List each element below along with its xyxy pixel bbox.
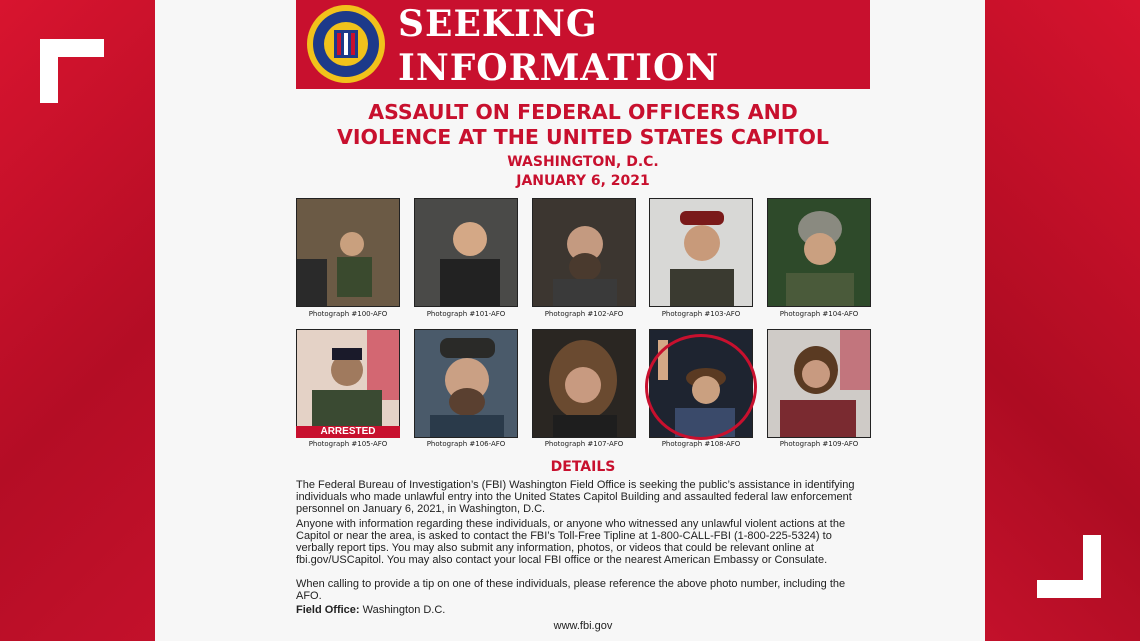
arrested-label: ARRESTED <box>296 426 400 438</box>
photo-caption: Photograph #101-AFO <box>426 310 506 318</box>
date: JANUARY 6, 2021 <box>516 173 650 189</box>
suspect-photo-106 <box>414 329 518 438</box>
background-right-panel <box>985 0 1140 641</box>
header-line-2: INFORMATION <box>398 47 720 89</box>
background-left-panel <box>0 0 155 641</box>
photo-caption: Photograph #106-AFO <box>426 440 506 448</box>
details-heading: DETAILS <box>550 459 616 475</box>
highlight-circle <box>645 334 757 440</box>
details-paragraph-3: When calling to provide a tip on one of these individuals, please reference the above photo number, including the AFO. <box>296 578 846 602</box>
photo-caption: Photograph #107-AFO <box>544 440 624 448</box>
suspect-photo-109 <box>767 329 871 438</box>
header-title <box>398 2 719 90</box>
wanted-poster <box>155 0 985 641</box>
details-paragraph-2: Anyone with information regarding these individuals, or anyone who witnessed any unlawful violent actions at the Capitol or near the area, is asked to contact the FBI’s Toll-Free Tipline at 1-800-CALL-FBI (1-800-225-5324) to verbally report tips. You may also submit any information, photos, or videos that could be relevant online at fbi.gov/USCapitol. You may also contact your local FBI office or the nearest American Embassy or Consulate. <box>296 518 846 566</box>
photo-caption: Photograph #104-AFO <box>779 310 859 318</box>
photo-caption: Photograph #105-AFO <box>308 440 388 448</box>
photo-caption: Photograph #103-AFO <box>661 310 741 318</box>
location: WASHINGTON, D.C. <box>507 154 659 170</box>
suspect-photo-105 <box>296 329 400 438</box>
field-office <box>296 604 445 616</box>
suspect-photo-102 <box>532 198 636 307</box>
suspect-photo-103 <box>649 198 753 307</box>
title-line-2: VIOLENCE AT THE UNITED STATES CAPITOL <box>337 125 829 149</box>
photo-caption: Photograph #100-AFO <box>308 310 388 318</box>
field-office-label: Field Office: <box>296 604 360 616</box>
field-office-value: Washington D.C. <box>362 604 446 616</box>
website-link[interactable]: www.fbi.gov <box>553 620 613 632</box>
header-line-1: SEEKING <box>398 3 598 45</box>
suspect-photo-104 <box>767 198 871 307</box>
suspect-photo-100 <box>296 198 400 307</box>
header-band <box>296 0 870 89</box>
details-paragraph-1: The Federal Bureau of Investigation’s (FBI) Washington Field Office is seeking the public’s assistance in identifying individuals who made unlawful entry into the United States Capitol Building and assaulted federal law enforcement personnel on January 6, 2021, in Washington, D.C. <box>296 479 855 515</box>
photo-caption: Photograph #109-AFO <box>779 440 859 448</box>
fbi-seal-icon <box>306 4 386 84</box>
photo-caption: Photograph #108-AFO <box>661 440 741 448</box>
title-line-1: ASSAULT ON FEDERAL OFFICERS AND <box>368 100 798 124</box>
suspect-photo-107 <box>532 329 636 438</box>
photo-caption: Photograph #102-AFO <box>544 310 624 318</box>
suspect-photo-101 <box>414 198 518 307</box>
